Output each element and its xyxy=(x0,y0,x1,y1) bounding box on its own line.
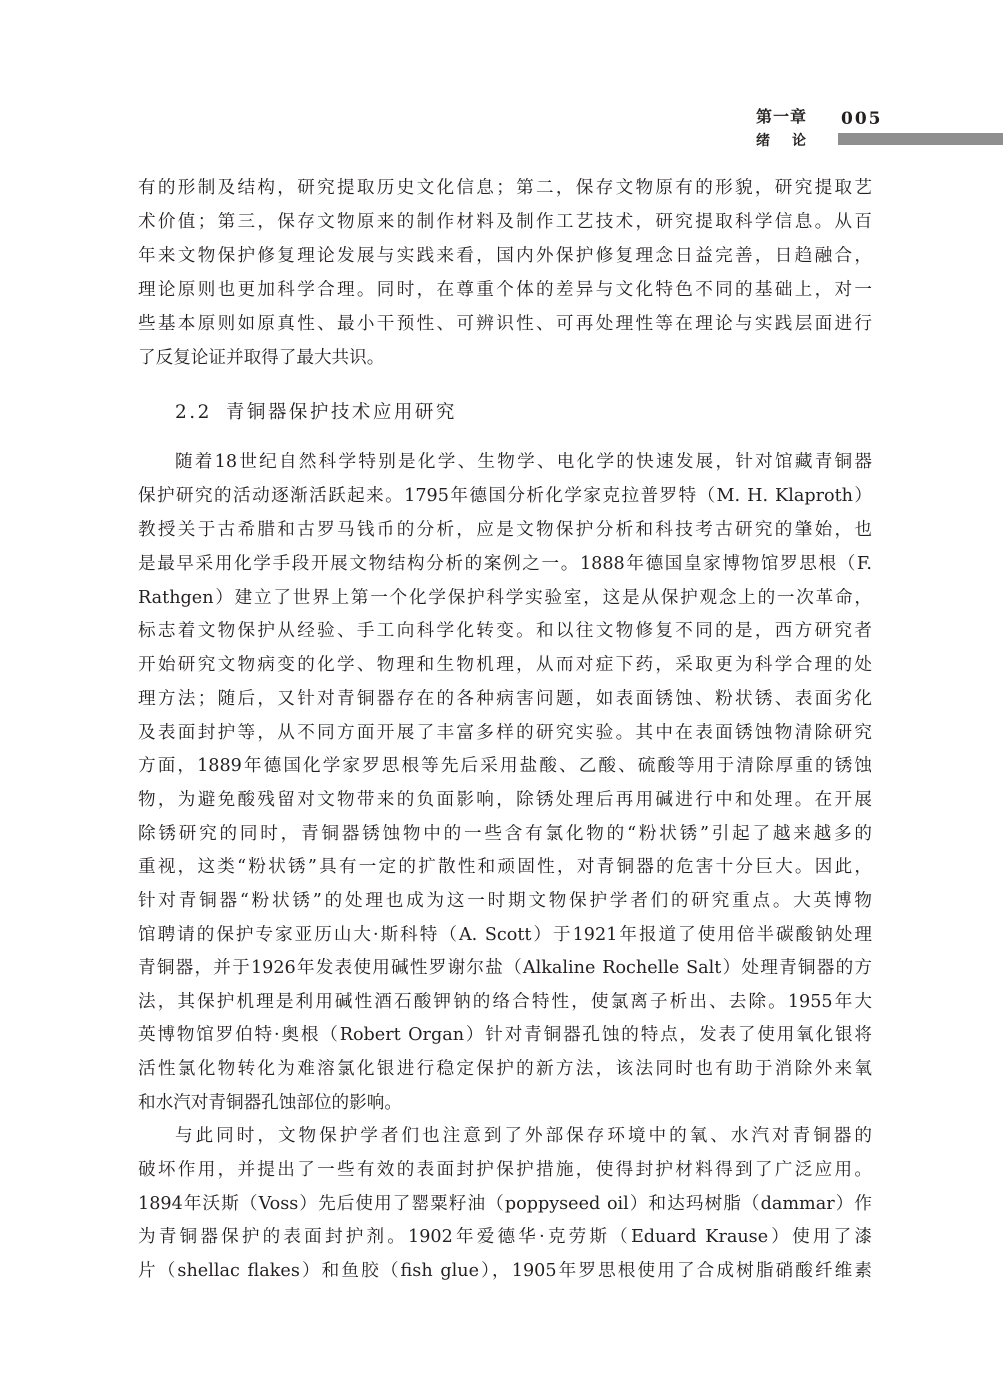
text-line: 理方法；随后，又针对青铜器存在的各种病害问题，如表面锈蚀、粉状锈、表面劣化 xyxy=(138,689,872,709)
section-title: 青铜器保护技术应用研究 xyxy=(225,402,457,423)
running-header xyxy=(0,0,1003,160)
text-line: 是最早采用化学手段开展文物结构分析的案例之一。1888年德国皇家博物馆罗思根（F. xyxy=(138,554,872,574)
text-line: 了反复论证并取得了最大共识。 xyxy=(138,348,385,368)
text-line: 些基本原则如原真性、最小干预性、可辨识性、可再处理性等在理论与实践层面进行 xyxy=(138,314,872,334)
text-line: 年来文物保护修复理论发展与实践来看，国内外保护修复理念日益完善，日趋融合， xyxy=(138,246,872,266)
text-line: 破坏作用，并提出了一些有效的表面封护保护措施，使得封护材料得到了广泛应用。 xyxy=(138,1160,872,1180)
text-line: Rathgen）建立了世界上第一个化学保护科学实验室，这是从保护观念上的一次革命， xyxy=(138,588,872,608)
text-line: 物，为避免酸残留对文物带来的负面影响，除锈处理后再用碱进行中和处理。在开展 xyxy=(138,790,872,810)
text-line: 方面，1889年德国化学家罗思根等先后采用盐酸、乙酸、硫酸等用于清除厚重的锈蚀 xyxy=(138,756,872,776)
page-number: 005 xyxy=(841,109,883,129)
text-line: 开始研究文物病变的化学、物理和生物机理，从而对症下药，采取更为科学合理的处 xyxy=(138,655,872,675)
text-line: 英博物馆罗伯特·奥根（Robert Organ）针对青铜器孔蚀的特点，发表了使用氧化银将 xyxy=(138,1025,872,1045)
text-line: 理论原则也更加科学合理。同时，在尊重个体的差异与文化特色不同的基础上，对一 xyxy=(138,280,872,300)
header-bar xyxy=(838,133,1003,145)
text-line: 1894年沃斯（Voss）先后使用了罂粟籽油（poppyseed oil）和达玛树脂（dammar）作 xyxy=(138,1194,872,1214)
text-line: 除锈研究的同时，青铜器锈蚀物中的一些含有氯化物的“粉状锈”引起了越来越多的 xyxy=(138,824,872,844)
text-line: 活性氯化物转化为难溶氯化银进行稳定保护的新方法，该法同时也有助于消除外来氧 xyxy=(138,1059,872,1079)
section-number: 2.2 xyxy=(175,402,212,423)
text-line: 术价值；第三，保存文物原来的制作材料及制作工艺技术，研究提取科学信息。从百 xyxy=(138,212,872,232)
text-line: 青铜器，并于1926年发表使用碱性罗谢尔盐（Alkaline Rochelle Salt）处理青铜器的方 xyxy=(138,958,872,978)
chapter-title: 第一章 xyxy=(756,107,808,126)
chapter-subtitle: 绪论 xyxy=(756,133,828,149)
text-line: 及表面封护等，从不同方面开展了丰富多样的研究实验。其中在表面锈蚀物清除研究 xyxy=(138,723,872,743)
text-line: 教授关于古希腊和古罗马钱币的分析，应是文物保护分析和科技考古研究的肇始，也 xyxy=(138,520,872,540)
text-line: 法，其保护机理是利用碱性酒石酸钾钠的络合特性，使氯离子析出、去除。1955年大 xyxy=(138,992,872,1012)
text-line: 针对青铜器“粉状锈”的处理也成为这一时期文物保护学者们的研究重点。大英博物 xyxy=(138,891,872,911)
text-line: 片（shellac flakes）和鱼胶（fish glue），1905年罗思根使用了合成树脂硝酸纤维素 xyxy=(138,1261,872,1281)
text-line: 为青铜器保护的表面封护剂。1902年爱德华·克劳斯（Eduard Krause）使用了漆 xyxy=(138,1227,872,1247)
text-line: 有的形制及结构，研究提取历史文化信息；第二，保存文物原有的形貌，研究提取艺 xyxy=(138,178,872,198)
text-line: 和水汽对青铜器孔蚀部位的影响。 xyxy=(138,1093,402,1113)
text-line: 与此同时，文物保护学者们也注意到了外部保存环境中的氧、水汽对青铜器的 xyxy=(175,1126,872,1146)
text-line: 标志着文物保护从经验、手工向科学化转变。和以往文物修复不同的是，西方研究者 xyxy=(138,621,872,641)
section-heading xyxy=(175,396,775,430)
text-line: 馆聘请的保护专家亚历山大·斯科特（A. Scott）于1921年报道了使用倍半碳酸钠处理 xyxy=(138,925,872,945)
text-line: 保护研究的活动逐渐活跃起来。1795年德国分析化学家克拉普罗特（M. H. Klaproth） xyxy=(138,486,872,506)
text-line: 随着18世纪自然科学特别是化学、生物学、电化学的快速发展，针对馆藏青铜器 xyxy=(175,452,872,472)
text-line: 重视，这类“粉状锈”具有一定的扩散性和顽固性，对青铜器的危害十分巨大。因此， xyxy=(138,857,872,877)
